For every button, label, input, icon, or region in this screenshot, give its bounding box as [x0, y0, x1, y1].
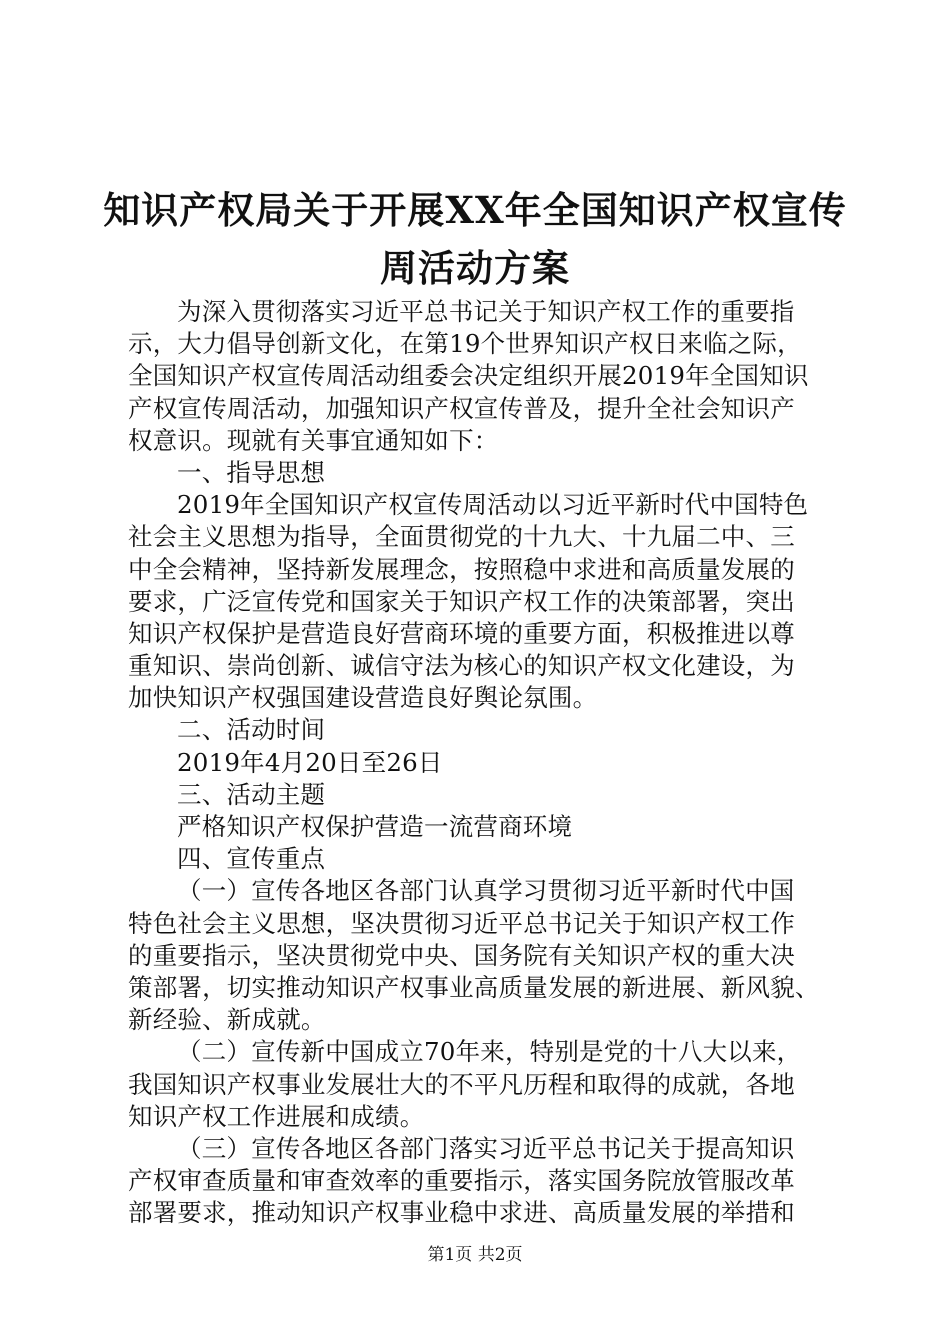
paragraph-line: 知识产权保护是营造良好营商环境的重要方面，积极推进以尊 — [128, 618, 795, 648]
paragraph-line: 权意识。现就有关事宜通知如下： — [128, 425, 499, 455]
paragraph-line: （一）宣传各地区各部门认真学习贯彻习近平新时代中国 — [177, 876, 795, 906]
section-heading: 一、指导思想 — [177, 457, 326, 487]
document-body — [128, 296, 834, 1229]
paragraph-line: （二）宣传新中国成立70年来，特别是党的十八大以来， — [177, 1037, 802, 1067]
section-heading: 三、活动主题 — [177, 779, 326, 809]
page-number-footer: 第1页 共2页 — [427, 1245, 523, 1265]
paragraph-line: 为深入贯彻落实习近平总书记关于知识产权工作的重要指 — [177, 297, 795, 326]
paragraph-line: 产权审查质量和审查效率的重要指示，落实国务院放管服改革 — [128, 1166, 795, 1196]
paragraph-line: 新经验、新成就。 — [128, 1005, 326, 1035]
paragraph-line: （三）宣传各地区各部门落实习近平总书记关于提高知识 — [177, 1133, 795, 1163]
paragraph-line: 2019年全国知识产权宣传周活动以习近平新时代中国特色 — [177, 490, 809, 520]
paragraph-line: 部署要求，推动知识产权事业稳中求进、高质量发展的举措和 — [128, 1198, 795, 1228]
paragraph-line: 的重要指示，坚决贯彻党中央、国务院有关知识产权的重大决 — [128, 940, 795, 970]
paragraph-line: 产权宣传周活动，加强知识产权宣传普及，提升全社会知识产 — [128, 393, 795, 423]
paragraph-line: 特色社会主义思想，坚决贯彻习近平总书记关于知识产权工作 — [128, 908, 795, 938]
section-heading: 二、活动时间 — [177, 715, 326, 745]
paragraph-line: 加快知识产权强国建设营造良好舆论氛围。 — [128, 683, 598, 713]
paragraph-line: 2019年4月20日至26日 — [177, 747, 443, 777]
paragraph-line: 要求，广泛宣传党和国家关于知识产权工作的决策部署，突出 — [128, 586, 795, 616]
document-title-line-1: 知识产权局关于开展XX年全国知识产权宣传 — [103, 188, 847, 232]
paragraph-line: 全国知识产权宣传周活动组委会决定组织开展2019年全国知识 — [128, 361, 809, 391]
paragraph-line: 知识产权工作进展和成绩。 — [128, 1101, 425, 1131]
section-heading: 四、宣传重点 — [177, 844, 326, 874]
paragraph-line: 示，大力倡导创新文化，在第19个世界知识产权日来临之际， — [128, 329, 802, 359]
paragraph-line: 我国知识产权事业发展壮大的不平凡历程和取得的成就，各地 — [128, 1069, 795, 1099]
paragraph-line: 重知识、崇尚创新、诚信守法为核心的知识产权文化建设，为 — [128, 651, 795, 681]
document-title-line-2: 周活动方案 — [380, 246, 570, 290]
paragraph-line: 策部署，切实推动知识产权事业高质量发展的新进展、新风貌、 — [128, 972, 820, 1002]
paragraph-line: 社会主义思想为指导，全面贯彻党的十九大、十九届二中、三 — [128, 522, 795, 552]
paragraph-line: 严格知识产权保护营造一流营商环境 — [177, 812, 573, 841]
paragraph-line: 中全会精神，坚持新发展理念，按照稳中求进和高质量发展的 — [128, 554, 795, 584]
